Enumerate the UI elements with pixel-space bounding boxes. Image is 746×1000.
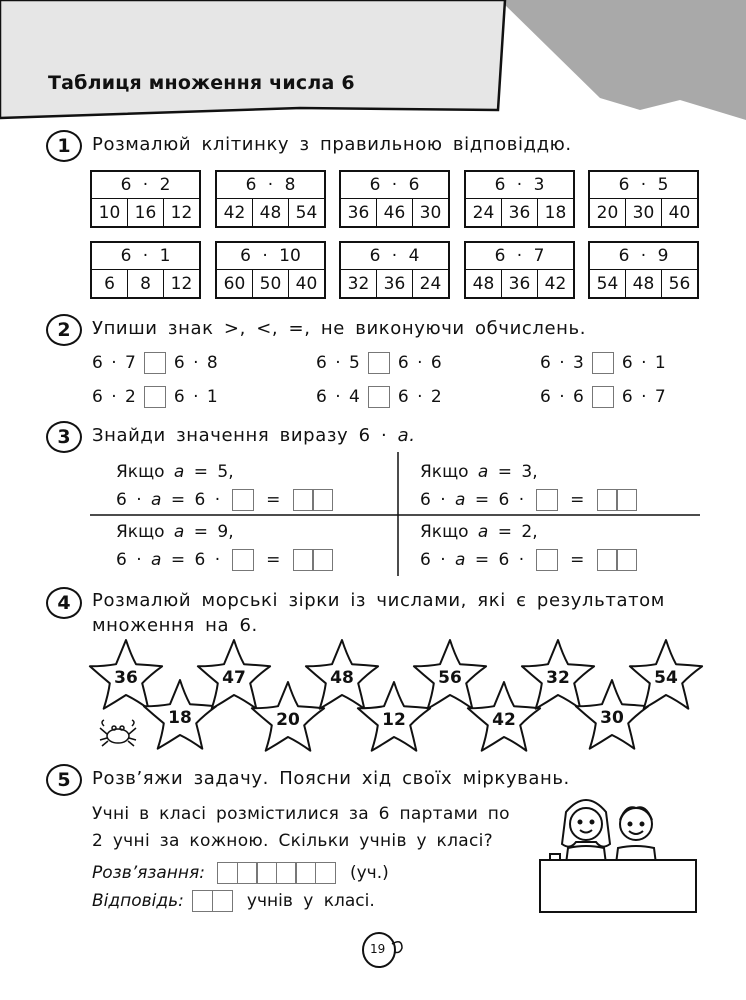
variable-a: а: [477, 522, 489, 542]
expr-mid: = 6 ·: [170, 550, 221, 570]
value-input-box[interactable]: [232, 549, 254, 571]
answer-option-cell[interactable]: 50: [253, 270, 289, 297]
task1-expression: 6 · 8: [217, 172, 324, 199]
answer-option-cell[interactable]: 20: [590, 199, 626, 226]
crab-icon: [100, 720, 136, 746]
condition-word: Якщо: [420, 462, 469, 482]
answer-option-cell[interactable]: 32: [341, 270, 377, 297]
comparison-right: 6 · 7: [621, 387, 666, 407]
condition-value: = 5,: [193, 462, 234, 482]
answer-option-cell[interactable]: 12: [170, 202, 193, 223]
answer-boxes[interactable]: [194, 890, 233, 912]
expr-mid: = 6 ·: [170, 490, 221, 510]
answer-option-cell[interactable]: 48: [626, 270, 662, 297]
task-number-4: 4: [46, 587, 82, 619]
task1-group: [588, 241, 699, 299]
task1-group: [215, 241, 326, 299]
comparison-right: 6 · 2: [397, 387, 442, 407]
answer-option-cell[interactable]: 56: [668, 273, 691, 294]
corner-gray-shape: [500, 0, 746, 120]
task-number-5: 5: [46, 764, 82, 796]
starfish-number: 48: [330, 668, 354, 688]
answer-option-cell[interactable]: 48: [466, 270, 502, 297]
solution-boxes[interactable]: [219, 862, 336, 884]
comparison-left: 6 · 6: [540, 387, 584, 407]
answer-option-cell[interactable]: 24: [419, 273, 442, 294]
comparison-item: [92, 352, 218, 374]
comparison-item: [540, 386, 666, 408]
task3-cell: [116, 518, 333, 574]
expr-equals: =: [266, 490, 281, 510]
comparison-right: 6 · 8: [173, 353, 218, 373]
answer-option-cell[interactable]: 36: [502, 199, 538, 226]
task3-instruction-var: а.: [397, 425, 416, 446]
answer-option-cell[interactable]: 60: [217, 270, 253, 297]
comparison-right: 6 · 1: [173, 387, 218, 407]
starfish-number: 36: [114, 668, 138, 688]
answer-option-cell[interactable]: 8: [128, 270, 164, 297]
expr-mid: = 6 ·: [474, 550, 525, 570]
task3-expression: [420, 546, 637, 574]
comparison-item: [316, 352, 442, 374]
task1-expression: 6 · 3: [466, 172, 573, 199]
variable-a: а: [477, 462, 489, 482]
solution-unit: (уч.): [349, 863, 389, 883]
task3-expression: [116, 546, 333, 574]
answer-option-cell[interactable]: 54: [295, 202, 318, 223]
answer-option-cell[interactable]: 36: [341, 199, 377, 226]
starfish-area: [0, 636, 746, 766]
comparison-left: 6 · 4: [316, 387, 360, 407]
task3-instruction: [92, 425, 416, 446]
result-input-boxes[interactable]: [294, 549, 333, 571]
answer-option-cell[interactable]: 36: [502, 270, 538, 297]
answer-option-cell[interactable]: 16: [128, 199, 164, 226]
task5-problem-line2: 2 учні за кожною. Скільки учнів у класі?: [92, 831, 493, 851]
result-input-boxes[interactable]: [598, 549, 637, 571]
task3-expression: [116, 486, 333, 514]
task3-condition: [420, 518, 637, 546]
value-input-box[interactable]: [536, 489, 558, 511]
starfish-number: 12: [382, 710, 406, 730]
task2-instruction: Упиши знак >, <, =, не виконуючи обчислень.: [92, 318, 587, 339]
task3-condition: [116, 458, 333, 486]
answer-option-cell[interactable]: 54: [590, 270, 626, 297]
header-banner: [0, 0, 505, 118]
answer-option-cell[interactable]: 30: [626, 199, 662, 226]
task5-answer-row: [92, 890, 375, 912]
result-input-boxes[interactable]: [598, 489, 637, 511]
answer-option-cell[interactable]: 10: [92, 199, 128, 226]
variable-a: а: [173, 522, 185, 542]
task1-expression: 6 · 5: [590, 172, 697, 199]
answer-option-cell[interactable]: 6: [92, 270, 128, 297]
task1-expression: 6 · 10: [217, 243, 324, 270]
sign-input-box[interactable]: [144, 352, 166, 374]
task5-problem-line1: Учні в класі розмістилися за 6 партами по: [92, 804, 510, 824]
task-number-2: 2: [46, 314, 82, 346]
condition-value: = 9,: [193, 522, 234, 542]
task1-group: [90, 170, 201, 228]
expr-variable: а: [151, 550, 162, 570]
expr-equals: =: [570, 490, 585, 510]
starfish-number: 30: [600, 708, 624, 728]
task1-expression: 6 · 7: [466, 243, 573, 270]
sign-input-box[interactable]: [592, 386, 614, 408]
students-at-desk-illustration: [536, 792, 706, 916]
answer-option-cell[interactable]: 46: [377, 199, 413, 226]
result-input-boxes[interactable]: [294, 489, 333, 511]
comparison-right: 6 · 6: [397, 353, 442, 373]
task3-cell: [420, 458, 637, 514]
sign-input-box[interactable]: [368, 386, 390, 408]
answer-option-cell[interactable]: 36: [377, 270, 413, 297]
answer-option-cell[interactable]: 48: [253, 199, 289, 226]
sign-input-box[interactable]: [368, 352, 390, 374]
task1-expression: 6 · 6: [341, 172, 448, 199]
comparison-left: 6 · 3: [540, 353, 584, 373]
expr-mid: = 6 ·: [474, 490, 525, 510]
sign-input-box[interactable]: [592, 352, 614, 374]
starfish-number: 20: [276, 710, 300, 730]
task1-expression: 6 · 2: [92, 172, 199, 199]
comparison-left: 6 · 2: [92, 387, 136, 407]
expr-start: 6 ·: [116, 550, 142, 570]
expr-variable: а: [455, 490, 466, 510]
task1-group: [90, 241, 201, 299]
task1-expression: 6 · 9: [590, 243, 697, 270]
answer-option-cell[interactable]: 42: [544, 273, 567, 294]
answer-option-cell[interactable]: 18: [544, 202, 567, 223]
task-number-1: 1: [46, 130, 82, 162]
answer-option-cell[interactable]: 42: [217, 199, 253, 226]
task1-group: [215, 170, 326, 228]
answer-label: Відповідь:: [92, 891, 184, 911]
task-number-3: 3: [46, 421, 82, 453]
page-number: 19: [370, 942, 386, 956]
task1-expression: 6 · 1: [92, 243, 199, 270]
comparison-item: [92, 386, 218, 408]
condition-word: Якщо: [116, 522, 165, 542]
answer-suffix: учнів у класі.: [246, 891, 375, 911]
task1-instruction: Розмалюй клітинку з правильною відповіддю.: [92, 134, 572, 155]
condition-word: Якщо: [116, 462, 165, 482]
expr-start: 6 ·: [420, 490, 446, 510]
expr-equals: =: [570, 550, 585, 570]
task1-group: [588, 170, 699, 228]
task1-expression: 6 · 4: [341, 243, 448, 270]
task1-group: [464, 241, 575, 299]
task1-group: [464, 170, 575, 228]
task3-expression: [420, 486, 637, 514]
condition-value: = 2,: [497, 522, 538, 542]
task4-instruction-line1: Розмалюй морські зірки із числами, які є результатом: [92, 590, 665, 611]
expr-variable: а: [455, 550, 466, 570]
comparison-left: 6 · 5: [316, 353, 360, 373]
starfish-number: 18: [168, 708, 192, 728]
task3-cell: [116, 458, 333, 514]
answer-option-cell[interactable]: 12: [170, 273, 193, 294]
comparison-right: 6 · 1: [621, 353, 666, 373]
expr-equals: =: [266, 550, 281, 570]
comparison-item: [540, 352, 666, 374]
starfish-number: 56: [438, 668, 462, 688]
starfish-number: 42: [492, 710, 516, 730]
task3-instruction-main: Знайди значення виразу 6 ·: [92, 425, 388, 446]
solution-label: Розв’язання:: [92, 863, 205, 883]
task5-instruction: Розв’яжи задачу. Поясни хід своїх міркувань.: [92, 768, 570, 789]
value-input-box[interactable]: [536, 549, 558, 571]
answer-option-cell[interactable]: 40: [668, 202, 691, 223]
task1-group: [339, 241, 450, 299]
task5-solution-row: [92, 862, 389, 884]
task3-cell: [420, 518, 637, 574]
answer-option-cell[interactable]: 24: [466, 199, 502, 226]
sign-input-box[interactable]: [144, 386, 166, 408]
expr-variable: а: [151, 490, 162, 510]
expr-start: 6 ·: [116, 490, 142, 510]
variable-a: а: [173, 462, 185, 482]
answer-option-cell[interactable]: 40: [295, 273, 318, 294]
comparison-left: 6 · 7: [92, 353, 136, 373]
value-input-box[interactable]: [232, 489, 254, 511]
comparison-item: [316, 386, 442, 408]
task1-group: [339, 170, 450, 228]
starfish-number: 47: [222, 668, 246, 688]
condition-value: = 3,: [497, 462, 538, 482]
task3-condition: [116, 518, 333, 546]
starfish-number: 54: [654, 668, 678, 688]
starfish-number: 32: [546, 668, 570, 688]
condition-word: Якщо: [420, 522, 469, 542]
page-title: Таблиця множення числа 6: [48, 72, 355, 94]
expr-start: 6 ·: [420, 550, 446, 570]
task3-condition: [420, 458, 637, 486]
task4-instruction-line2: множення на 6.: [92, 615, 258, 636]
answer-option-cell[interactable]: 30: [419, 202, 442, 223]
